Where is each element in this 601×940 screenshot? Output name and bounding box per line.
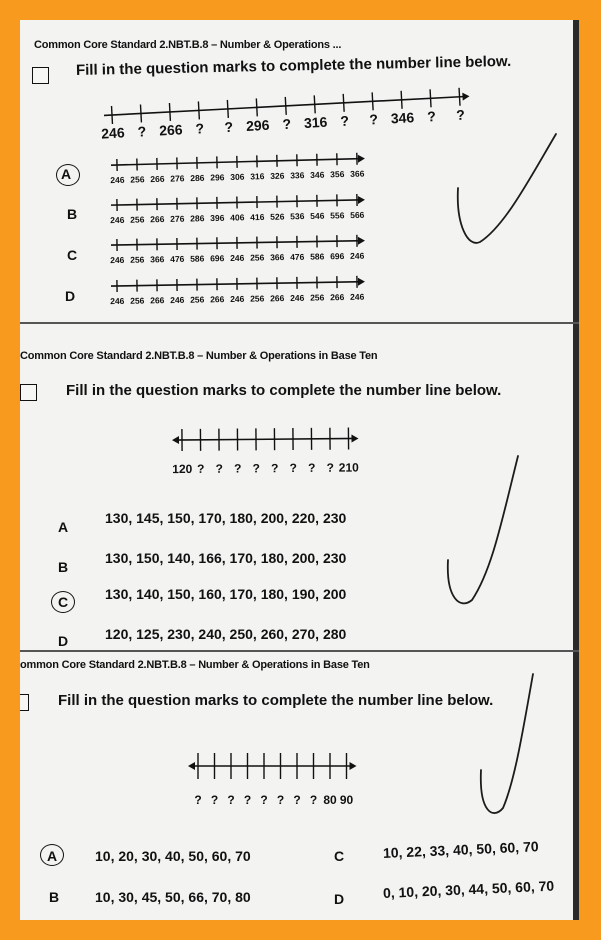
handwritten-check-mark <box>450 130 570 260</box>
tick-label: 246 <box>110 295 125 307</box>
tick-label: ? <box>252 461 260 476</box>
tick-label: 246 <box>110 174 125 186</box>
tick-label: 586 <box>190 253 205 264</box>
choice-c-number-line[interactable] <box>105 233 385 273</box>
right-arrow-icon <box>351 434 358 442</box>
tick-label: 696 <box>330 251 345 262</box>
tick-label: ? <box>215 461 223 476</box>
tick-mark <box>314 95 315 113</box>
choice-letter-d: D <box>58 633 69 649</box>
tick-label: 90 <box>339 793 354 807</box>
worksheet-page <box>20 20 579 920</box>
tick-label: 356 <box>330 169 345 180</box>
tick-mark <box>198 101 199 119</box>
choice-d-answer[interactable]: 0, 10, 20, 30, 44, 50, 60, 70 <box>382 877 555 901</box>
tick-label: 246 <box>350 291 365 302</box>
choice-letter-b: B <box>67 206 78 222</box>
standard-heading: Common Core Standard 2.NBT.B.8 – Number & Operations in Base Ten <box>20 350 378 362</box>
standard-heading: Common Core Standard 2.NBT.B.8 – Number & Operations ... <box>34 39 342 51</box>
tick-label: 526 <box>270 211 285 222</box>
tick-label: 256 <box>130 214 145 225</box>
left-arrow-icon <box>188 762 195 770</box>
tick-label: 406 <box>230 212 245 223</box>
tick-mark <box>401 91 402 109</box>
question-2 <box>20 330 579 650</box>
tick-label: 476 <box>170 253 185 265</box>
tick-label: ? <box>326 460 334 475</box>
tick-label: ? <box>293 793 301 807</box>
tick-label: ? <box>194 793 202 807</box>
right-arrow-icon <box>358 196 365 204</box>
tick-label: ? <box>260 793 268 807</box>
question-3 <box>20 655 579 920</box>
tick-label: ? <box>289 460 297 476</box>
tick-label: 366 <box>350 168 365 179</box>
tick-label: 246 <box>230 293 245 305</box>
tick-label: ? <box>368 111 379 128</box>
choice-b-answer[interactable]: 130, 150, 140, 166, 170, 180, 200, 230 <box>105 550 347 566</box>
tick-label: 266 <box>150 295 165 306</box>
tick-label: 246 <box>170 294 185 306</box>
tick-label: 566 <box>350 209 365 221</box>
tick-mark <box>430 89 431 107</box>
choice-letter-c: C <box>67 247 78 263</box>
tick-label: ? <box>309 793 318 807</box>
choice-d-answer[interactable]: 120, 125, 230, 240, 250, 260, 270, 280 <box>105 626 347 642</box>
tick-mark <box>112 106 113 124</box>
tick-label: ? <box>426 108 437 125</box>
number-line-main <box>178 743 378 813</box>
tick-label: 256 <box>130 174 145 185</box>
tick-label: 556 <box>330 210 345 221</box>
tick-label: ? <box>137 123 147 140</box>
choice-d-number-line[interactable] <box>105 274 385 314</box>
tick-label: ? <box>234 461 242 476</box>
tick-mark <box>256 98 257 116</box>
tick-label: 246 <box>290 292 305 303</box>
choice-b-answer[interactable]: 10, 30, 45, 50, 66, 70, 80 <box>95 889 251 905</box>
tick-label: 246 <box>100 124 126 142</box>
handwritten-check-mark <box>440 450 530 610</box>
choice-letter-d: D <box>334 891 345 907</box>
answer-checkbox[interactable] <box>20 694 29 711</box>
tick-mark <box>169 103 170 121</box>
choice-letter-a: A <box>58 519 69 535</box>
number-line-main <box>90 82 490 142</box>
tick-label: 266 <box>158 121 183 139</box>
tick-label: 296 <box>210 172 225 183</box>
tick-label: 256 <box>250 293 265 304</box>
tick-label: 546 <box>310 210 325 221</box>
tick-label: 586 <box>310 251 325 262</box>
choice-letter-c: C <box>58 594 69 610</box>
tick-label: ? <box>210 793 219 807</box>
tick-mark <box>140 104 141 122</box>
choice-letter-a: A <box>47 848 58 864</box>
question-prompt: Fill in the question marks to complete the number line below. <box>75 52 512 79</box>
tick-label: 256 <box>190 294 205 305</box>
section-divider <box>20 650 579 652</box>
tick-label: ? <box>243 793 252 807</box>
choice-b-number-line[interactable] <box>105 193 385 233</box>
answer-circle-mark <box>40 844 64 866</box>
tick-mark <box>343 94 344 112</box>
tick-label: 316 <box>303 113 328 131</box>
answer-checkbox[interactable] <box>32 67 49 84</box>
tick-label: 366 <box>150 254 165 265</box>
tick-label: ? <box>224 118 234 136</box>
tick-label: 246 <box>110 214 125 226</box>
choice-letter-b: B <box>58 559 69 575</box>
choice-c-answer[interactable]: 10, 22, 33, 40, 50, 60, 70 <box>382 838 539 861</box>
tick-label: 266 <box>210 294 225 305</box>
tick-mark <box>227 100 228 118</box>
tick-label: 256 <box>130 295 145 306</box>
tick-label: ? <box>455 106 466 123</box>
standard-heading: ommon Core Standard 2.NBT.B.8 – Number & Operations in Base Ten <box>20 659 370 671</box>
tick-label: 306 <box>230 171 245 183</box>
choice-a-answer[interactable]: 130, 145, 150, 170, 180, 200, 220, 230 <box>105 510 347 526</box>
tick-label: 80 <box>323 793 337 807</box>
right-arrow-icon <box>358 278 365 286</box>
tick-label: ? <box>339 112 350 130</box>
tick-label: 366 <box>270 252 285 263</box>
tick-label: 286 <box>190 172 205 184</box>
tick-label: 256 <box>250 252 265 263</box>
question-1 <box>20 20 579 340</box>
tick-label: 246 <box>230 252 245 264</box>
tick-label: 266 <box>270 293 285 304</box>
choice-letter-a: A <box>61 166 72 182</box>
choice-letter-d: D <box>65 288 76 304</box>
number-line-axis <box>174 438 356 440</box>
tick-label: 316 <box>250 171 265 182</box>
right-arrow-icon <box>358 237 365 245</box>
tick-mark <box>372 92 373 110</box>
tick-label: 120 <box>172 461 193 477</box>
tick-label: 476 <box>290 251 305 262</box>
tick-label: 276 <box>170 213 185 224</box>
tick-mark <box>459 88 460 106</box>
tick-label: 266 <box>150 173 165 185</box>
tick-label: 296 <box>245 116 270 134</box>
tick-label: ? <box>271 461 279 476</box>
tick-label: ? <box>227 793 235 807</box>
tick-label: ? <box>197 461 205 476</box>
tick-label: 246 <box>110 254 125 266</box>
right-arrow-icon <box>462 92 469 100</box>
tick-label: 396 <box>210 212 225 224</box>
choice-letter-b: B <box>49 889 60 905</box>
tick-label: 210 <box>338 460 359 475</box>
answer-circle-mark <box>56 164 80 186</box>
tick-label: 256 <box>310 292 325 303</box>
tick-label: 536 <box>290 211 305 222</box>
tick-label: 326 <box>270 170 285 181</box>
tick-label: 286 <box>190 213 205 224</box>
right-arrow-icon <box>358 155 365 163</box>
tick-label: ? <box>308 460 316 475</box>
choice-a-answer[interactable]: 10, 20, 30, 40, 50, 60, 70 <box>95 848 251 864</box>
tick-label: ? <box>276 793 285 807</box>
tick-mark <box>285 97 286 115</box>
tick-label: 346 <box>390 109 415 127</box>
tick-label: 266 <box>150 214 165 225</box>
tick-label: 266 <box>330 292 345 303</box>
choice-c-answer[interactable]: 130, 140, 150, 160, 170, 180, 190, 200 <box>105 586 347 602</box>
tick-label: 696 <box>210 253 225 264</box>
right-arrow-icon <box>350 762 357 770</box>
left-arrow-icon <box>172 436 179 444</box>
question-prompt: Fill in the question marks to complete the number line below. <box>58 692 494 709</box>
tick-label: ? <box>195 120 205 137</box>
tick-label: 336 <box>290 170 305 181</box>
answer-circle-mark <box>51 591 75 613</box>
handwritten-check-mark <box>475 670 545 820</box>
tick-label: 256 <box>130 254 145 265</box>
number-line-main <box>168 420 383 475</box>
question-prompt: Fill in the question marks to complete the number line below. <box>66 382 502 399</box>
choice-letter-c: C <box>334 848 345 864</box>
tick-label: 276 <box>170 173 185 184</box>
tick-label: 346 <box>310 169 325 180</box>
section-divider <box>20 322 579 324</box>
answer-checkbox[interactable] <box>20 384 37 401</box>
choice-a-number-line[interactable] <box>105 153 385 193</box>
tick-label: 246 <box>350 250 365 261</box>
tick-label: ? <box>282 115 292 133</box>
tick-label: 416 <box>250 211 265 223</box>
